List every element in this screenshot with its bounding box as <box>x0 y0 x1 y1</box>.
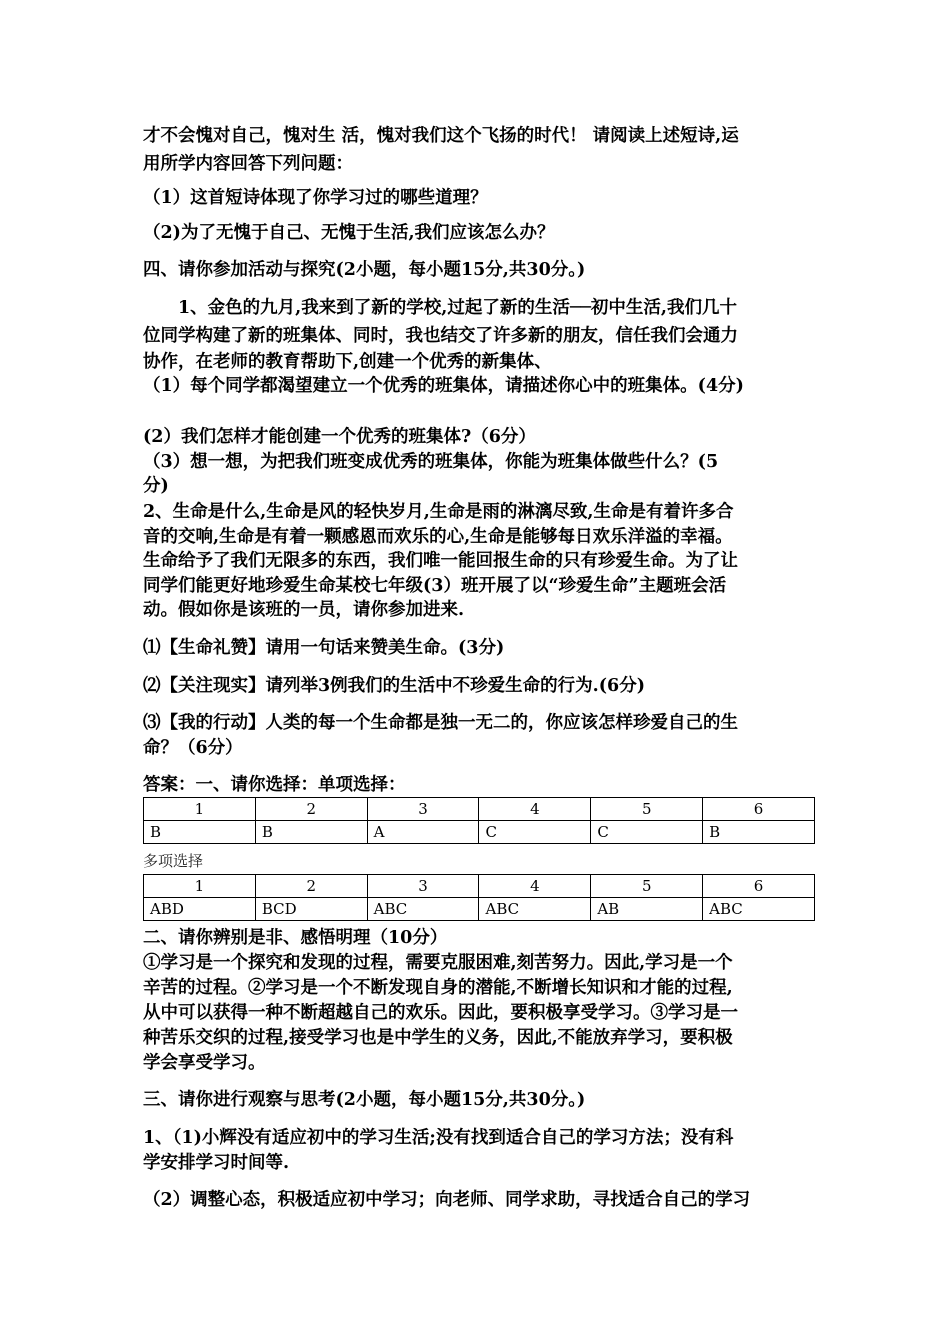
text-line: 1、（1)小辉没有适应初中的学习生活;没有找到适合自己的学习方法；没有科 <box>143 1128 734 1148</box>
answer-heading: 答案：一、请你选择：单项选择： <box>143 775 406 795</box>
text-line: 位同学构建了新的班集体、同时，我也结交了许多新的朋友，信任我们会通力 <box>143 326 738 346</box>
text-line: 协作，在老师的教育帮助下,创建一个优秀的新集体、 <box>143 352 552 372</box>
question-2: （2)为了无愧于自己、无愧于生活,我们应该怎么办？ <box>143 223 555 243</box>
text-line: ①学习是一个探究和发现的过程，需要克服困难,刻苦努力。因此,学习是一个 <box>143 953 733 973</box>
table-cell: A <box>367 821 479 844</box>
table-cell: ABC <box>703 898 815 921</box>
table-cell: 2 <box>255 798 367 821</box>
text-line: 2、生命是什么,生命是风的轻快岁月,生命是雨的淋漓尽致,生命是有着许多合 <box>143 502 734 522</box>
text-line: 学安排学习时间等. <box>143 1153 290 1173</box>
table-cell: C <box>591 821 703 844</box>
text-line: 同学们能更好地珍爱生命某校七年级(3）班开展了以“珍爱生命”主题班会活 <box>143 576 727 596</box>
single-choice-answer-table <box>143 797 815 844</box>
table-cell: 2 <box>255 875 367 898</box>
table-cell: 5 <box>591 798 703 821</box>
table-cell: 1 <box>144 798 256 821</box>
text-line: 分) <box>143 476 169 496</box>
text-line: 用所学内容回答下列问题： <box>143 154 353 174</box>
text-line: 命？（6分） <box>143 738 243 758</box>
multi-choice-answer-table <box>143 874 815 921</box>
table-cell: BCD <box>255 898 367 921</box>
table-cell: 4 <box>479 798 591 821</box>
table-cell: 3 <box>367 798 479 821</box>
table-cell: ABC <box>367 898 479 921</box>
multi-choice-label: 多项选择 <box>143 852 204 870</box>
text-line: （2）调整心态，积极适应初中学习；向老师、同学求助，寻找适合自己的学习 <box>143 1190 751 1210</box>
sub-question: （1）每个同学都渴望建立一个优秀的班集体，请描述你心中的班集体。(4分) <box>143 376 744 396</box>
text-line: 生命给予了我们无限多的东西，我们唯一能回报生命的只有珍爱生命。为了让 <box>143 551 738 571</box>
table-cell: 3 <box>367 875 479 898</box>
text-line: 学会享受学习。 <box>143 1053 266 1073</box>
text-line: 动。假如你是该班的一员，请你参加进来. <box>143 600 465 620</box>
text-line: 种苦乐交织的过程,接受学习也是中学生的义务，因此,不能放弃学习，要积极 <box>143 1028 733 1048</box>
table-cell: AB <box>591 898 703 921</box>
sub-question: (2）我们怎样才能创建一个优秀的班集体?（6分） <box>143 427 536 447</box>
sub-question: ⑵【关注现实】请列举3例我们的生活中不珍爱生命的行为.(6分) <box>143 676 646 696</box>
section-heading-2: 二、请你辨别是非、感悟明理（10分） <box>143 928 448 948</box>
text-line: 才不会愧对自己，愧对生 活，愧对我们这个飞扬的时代！ 请阅读上述短诗,运 <box>143 126 739 146</box>
table-cell: ABD <box>144 898 256 921</box>
table-cell: 1 <box>144 875 256 898</box>
text-line: 音的交响,生命是有着一颗感恩而欢乐的心,生命是能够每日欢乐洋溢的幸福。 <box>143 527 733 547</box>
table-cell: B <box>703 821 815 844</box>
question-1: （1）这首短诗体现了你学习过的哪些道理？ <box>143 188 488 208</box>
table-cell: B <box>255 821 367 844</box>
table-cell: 6 <box>703 875 815 898</box>
sub-question: ⑶【我的行动】人类的每一个生命都是独一无二的，你应该怎样珍爱自己的生 <box>143 713 738 733</box>
table-cell: 5 <box>591 875 703 898</box>
sub-question: （3）想一想，为把我们班变成优秀的班集体，你能为班集体做些什么？(5 <box>143 452 719 472</box>
table-cell: B <box>144 821 256 844</box>
text-line: 辛苦的过程。②学习是一个不断发现自身的潜能,不断增长知识和才能的过程, <box>143 978 733 998</box>
section-heading-4: 四、请你参加活动与探究(2小题，每小题15分,共30分。) <box>143 260 586 280</box>
table-cell: ABC <box>479 898 591 921</box>
sub-question: ⑴【生命礼赞】请用一句话来赞美生命。(3分) <box>143 638 505 658</box>
table-cell: 6 <box>703 798 815 821</box>
section-heading-3: 三、请你进行观察与思考(2小题，每小题15分,共30分。) <box>143 1090 586 1110</box>
text-line: 1、金色的九月,我来到了新的学校,过起了新的生活──初中生活,我们几十 <box>178 298 738 318</box>
table-cell: 4 <box>479 875 591 898</box>
text-line: 从中可以获得一种不断超越自己的欢乐。因此，要积极享受学习。③学习是一 <box>143 1003 738 1023</box>
table-cell: C <box>479 821 591 844</box>
